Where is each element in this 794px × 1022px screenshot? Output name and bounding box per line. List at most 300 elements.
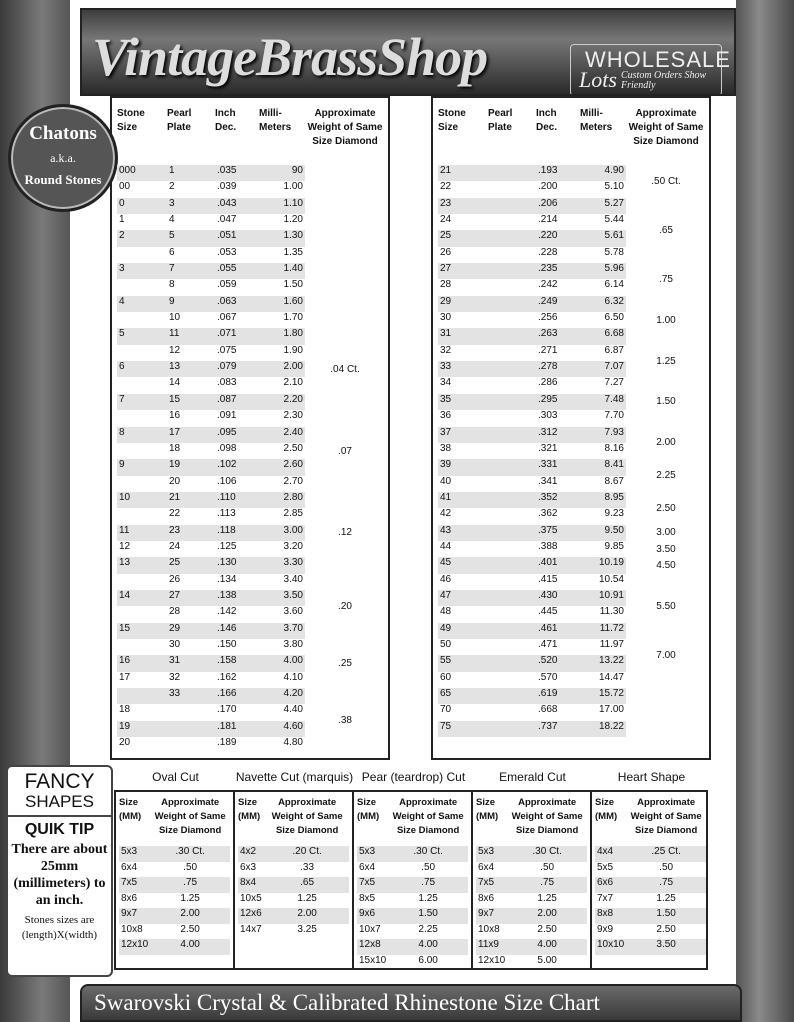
right-cell-inch: .737 (536, 721, 580, 737)
left-cell-pearl: 22 (169, 508, 181, 520)
left-cell-inch: .087 (215, 394, 259, 410)
table-row (238, 924, 349, 940)
table-row (438, 328, 706, 344)
right-cell-inch: .214 (538, 214, 558, 226)
left-cell-stone (117, 279, 167, 295)
left-cell-pearl: 5 (167, 230, 215, 246)
table-row (117, 672, 385, 688)
custom-orders-text: Custom Orders Show Friendly (621, 70, 707, 91)
right-cell-stone: 21 (438, 165, 488, 181)
table-row (595, 862, 706, 878)
right-cell-inch: .375 (536, 525, 580, 541)
table-row (438, 557, 706, 573)
right-weight-cell: 7.00 (626, 639, 706, 672)
shape-size-cell: 5x3 (476, 846, 507, 862)
left-cell-stone (117, 606, 167, 622)
left-cell-mm: 4.40 (283, 704, 303, 716)
table-row (117, 704, 385, 720)
left-cell-inch: .039 (217, 181, 237, 193)
right-weight-cell: 3.50 (626, 541, 706, 557)
table-row (438, 623, 706, 639)
right-cell-stone: 32 (440, 344, 452, 356)
right-weight-cell: .65 (626, 214, 706, 247)
shape-size-cell: 8x6 (121, 892, 138, 904)
right-cell-inch: .668 (538, 704, 558, 716)
shape-size-cell: 6x6 (595, 877, 626, 893)
right-cell-inch: .445 (538, 606, 558, 618)
right-cell-inch: .286 (538, 377, 558, 389)
table-row (117, 214, 385, 230)
right-weight-cell (626, 410, 706, 426)
table-row (117, 459, 385, 475)
shape-size-cell: 4x2 (238, 846, 265, 862)
left-cell-pearl: 21 (167, 492, 215, 508)
right-cell-mm: 5.44 (604, 214, 624, 226)
shape-weight-cell: 2.25 (418, 923, 438, 935)
right-cell-mm: 9.23 (604, 508, 624, 520)
shape-header-size: Size (MM) (119, 797, 142, 822)
left-cell-pearl: 18 (169, 442, 181, 454)
table-row (117, 655, 385, 671)
right-cell-inch: .619 (536, 688, 580, 704)
left-weight-cell (305, 247, 385, 263)
table-row (357, 939, 468, 955)
table-row (117, 427, 385, 443)
left-cell-stone: 11 (117, 525, 167, 541)
right-weight-cell: 2.00 (626, 427, 706, 460)
right-cell-pearl (488, 476, 536, 492)
table-row (117, 557, 385, 573)
table-row (117, 443, 385, 459)
right-cell-pearl (488, 361, 536, 377)
left-cell-mm: 1.20 (283, 214, 303, 226)
shape-column-divider (471, 790, 473, 970)
table-row (238, 846, 349, 862)
table-row (438, 410, 706, 426)
right-cell-mm: 6.50 (604, 312, 624, 324)
right-cell-mm: 5.61 (580, 230, 626, 246)
shape-weight-cell: 1.50 (626, 908, 706, 924)
right-cell-stone: 48 (440, 606, 452, 618)
right-cell-mm: 8.16 (604, 442, 624, 454)
left-cell-inch: .189 (217, 737, 237, 749)
shape-weight-cell: 1.50 (388, 908, 468, 924)
right-cell-inch: .242 (538, 279, 558, 291)
table-row (117, 394, 385, 410)
shape-weight-cell: 3.25 (297, 923, 317, 935)
left-cell-inch: .067 (217, 312, 237, 324)
table-row (119, 924, 230, 940)
left-cell-mm: 3.00 (259, 525, 305, 541)
shape-weight-cell: 1.25 (656, 892, 676, 904)
right-cell-mm: 5.27 (580, 198, 626, 214)
left-weight-cell (305, 557, 385, 573)
right-cell-inch: .271 (538, 344, 558, 356)
table-row (119, 939, 230, 955)
right-cell-mm: 9.50 (580, 525, 626, 541)
left-cell-pearl: 2 (169, 181, 175, 193)
right-cell-stone: 24 (440, 214, 452, 226)
right-cell-pearl (488, 230, 536, 246)
left-header-stone: Stone Size (117, 108, 145, 133)
left-weight-cell (305, 312, 385, 328)
table-row (476, 908, 587, 924)
right-cell-pearl (488, 377, 536, 393)
shape-size-cell: 9x9 (597, 923, 614, 935)
left-weight-cell (305, 198, 385, 214)
right-cell-mm: 6.14 (604, 279, 624, 291)
right-cell-inch: .352 (536, 492, 580, 508)
right-cell-pearl (488, 165, 536, 181)
chatons-badge (8, 104, 118, 212)
left-cell-inch: .102 (215, 459, 259, 475)
left-cell-mm: 1.90 (283, 344, 303, 356)
left-cell-pearl: 30 (169, 638, 181, 650)
right-header-mm: Milli-Meters (580, 108, 613, 133)
left-cell-inch: .181 (215, 721, 259, 737)
right-cell-mm: 17.00 (598, 704, 624, 716)
left-cell-inch: .055 (215, 263, 259, 279)
right-cell-stone: 43 (438, 525, 488, 541)
shape-weight-cell: 4.00 (150, 939, 230, 955)
left-cell-inch: .095 (215, 427, 259, 443)
shape-table-0 (119, 796, 230, 955)
left-cell-mm: 1.60 (259, 296, 305, 312)
table-row (238, 877, 349, 893)
left-cell-stone (117, 377, 167, 393)
right-cell-mm: 11.30 (599, 606, 624, 618)
shape-size-cell: 5x5 (597, 861, 614, 873)
left-cell-mm: 3.40 (283, 573, 303, 585)
right-cell-inch: .331 (536, 459, 580, 475)
right-header-stone: Stone Size (438, 108, 466, 133)
left-cell-pearl: 9 (167, 296, 215, 312)
table-row (117, 623, 385, 639)
left-weight-cell (305, 737, 385, 753)
left-cell-inch: .106 (217, 475, 237, 487)
left-cell-stone: 1 (119, 214, 125, 226)
shape-size-cell: 12x10 (119, 939, 150, 955)
right-cell-pearl (488, 721, 536, 737)
left-cell-pearl: 23 (167, 525, 215, 541)
left-cell-mm: 2.50 (283, 442, 303, 454)
table-row (357, 924, 468, 940)
left-weight-cell (305, 165, 385, 181)
left-cell-stone (117, 476, 167, 492)
left-weight-cell (305, 394, 385, 410)
right-weight-cell (626, 704, 706, 720)
right-cell-inch: .401 (536, 557, 580, 573)
left-cell-stone: 10 (117, 492, 167, 508)
left-cell-mm: 4.20 (259, 688, 305, 704)
left-weight-cell: .25 (305, 655, 385, 671)
left-cell-mm: 2.00 (259, 361, 305, 377)
right-weight-cell: 3.00 (626, 525, 706, 541)
round-stones-label: Round Stones (24, 172, 102, 187)
footer-banner (80, 984, 742, 1022)
right-cell-pearl (488, 672, 536, 688)
right-cell-stone: 50 (440, 638, 452, 650)
tip-divider (8, 815, 111, 817)
shape-weight-cell: .75 (626, 877, 706, 893)
left-weight-cell (305, 427, 385, 443)
right-cell-stone: 34 (440, 377, 452, 389)
left-cell-inch: .150 (217, 638, 237, 650)
left-header-weight: Approximate Weight of Same Size Diamond (307, 108, 383, 147)
right-weight-cell (626, 574, 706, 590)
table-row (438, 459, 706, 475)
table-row (117, 688, 385, 704)
shape-weight-cell: 1.25 (297, 892, 317, 904)
shape-weight-cell: .30 Ct. (507, 846, 587, 862)
left-cell-inch: .079 (215, 361, 259, 377)
shape-size-cell: 10x8 (121, 923, 143, 935)
left-cell-mm: 2.10 (283, 377, 303, 389)
left-cell-inch: .113 (217, 508, 236, 520)
right-weight-cell (626, 672, 706, 688)
chatons-table-right (438, 107, 706, 737)
table-row (438, 312, 706, 328)
right-weight-cell: 1.50 (626, 394, 706, 410)
left-cell-inch: .158 (215, 655, 259, 671)
fancy-label: FANCY (24, 770, 95, 793)
left-weight-cell (305, 508, 385, 524)
right-cell-mm: 8.41 (580, 459, 626, 475)
shape-header-size: Size (MM) (595, 797, 618, 822)
table-row (438, 198, 706, 214)
left-cell-inch: .130 (215, 557, 259, 573)
right-cell-inch: .321 (538, 442, 558, 454)
right-cell-pearl (488, 410, 536, 426)
right-cell-stone: 49 (438, 623, 488, 639)
left-cell-mm: 1.70 (283, 312, 303, 324)
table-row (438, 214, 706, 230)
table-row (357, 908, 468, 924)
right-weight-cell: 2.25 (626, 459, 706, 492)
shape-weight-cell: 1.25 (180, 892, 200, 904)
shape-weight-cell: 5.00 (537, 954, 557, 966)
table-row (117, 312, 385, 328)
table-row (119, 908, 230, 924)
left-cell-inch: .098 (217, 442, 237, 454)
left-cell-pearl: 14 (169, 377, 181, 389)
left-cell-pearl: 1 (167, 165, 215, 181)
left-weight-cell (305, 574, 385, 590)
left-cell-stone: 7 (117, 394, 167, 410)
right-cell-stone: 45 (438, 557, 488, 573)
right-cell-stone: 30 (440, 312, 452, 324)
right-cell-inch: .295 (536, 394, 580, 410)
shape-size-cell: 10x5 (240, 892, 262, 904)
left-cell-inch: .091 (217, 410, 237, 422)
left-cell-mm: 2.60 (259, 459, 305, 475)
shape-header-weight: Approximate Weight of Same Size Diamond (630, 797, 702, 836)
right-cell-pearl (488, 214, 536, 230)
left-cell-inch: .053 (217, 246, 237, 258)
right-weight-cell (626, 198, 706, 214)
shape-size-cell: 6x4 (478, 861, 495, 873)
left-cell-stone: 17 (119, 671, 131, 683)
shape-size-cell: 12x6 (238, 908, 265, 924)
left-cell-pearl: 7 (167, 263, 215, 279)
right-weight-cell: 1.25 (626, 345, 706, 378)
left-cell-mm: 3.30 (259, 557, 305, 573)
right-cell-mm: 18.22 (580, 721, 626, 737)
left-cell-mm: 1.00 (283, 181, 303, 193)
shape-table-1 (238, 796, 349, 939)
left-cell-pearl: 16 (169, 410, 181, 422)
shape-size-cell: 7x5 (357, 877, 388, 893)
left-cell-mm: 2.30 (283, 410, 303, 422)
shape-size-cell: 15x10 (359, 954, 387, 966)
table-row (476, 939, 587, 955)
right-weight-cell (626, 328, 706, 344)
right-cell-pearl (488, 328, 536, 344)
right-cell-pearl (488, 606, 536, 622)
fancy-shapes-tip-box (6, 765, 113, 977)
left-cell-stone: 4 (117, 296, 167, 312)
lots-text: Lots (579, 67, 617, 92)
left-cell-inch: .118 (215, 525, 259, 541)
right-cell-stone: 55 (438, 655, 488, 671)
right-cell-inch: .228 (538, 246, 558, 258)
table-row (595, 908, 706, 924)
left-cell-stone: 19 (117, 721, 167, 737)
table-row (438, 263, 706, 279)
shape-weight-cell: 2.50 (656, 923, 676, 935)
right-cell-mm: 8.67 (604, 475, 624, 487)
left-cell-inch: .059 (217, 279, 237, 291)
left-cell-pearl: 19 (167, 459, 215, 475)
shape-size-cell: 9x7 (476, 908, 507, 924)
shape-size-cell: 9x7 (119, 908, 150, 924)
right-cell-pearl (488, 296, 536, 312)
right-cell-mm: 5.10 (604, 181, 624, 193)
right-cell-stone: 40 (440, 475, 452, 487)
right-cell-pearl (488, 345, 536, 361)
left-cell-stone: 15 (117, 623, 167, 639)
left-cell-pearl: 26 (169, 573, 181, 585)
right-cell-inch: .303 (538, 410, 558, 422)
table-row (438, 574, 706, 590)
left-weight-cell (305, 623, 385, 639)
left-cell-inch: .138 (215, 590, 259, 606)
right-cell-pearl (488, 704, 536, 720)
left-weight-cell (305, 328, 385, 344)
shape-weight-cell: .75 (150, 877, 230, 893)
shape-weight-cell: .50 (659, 861, 674, 873)
tip-note: Stones sizes are (length)X(width) (21, 914, 98, 941)
right-cell-stone: 46 (440, 573, 452, 585)
shape-weight-cell: .33 (300, 861, 315, 873)
shape-table-4 (595, 796, 706, 955)
left-cell-pearl: 12 (169, 344, 181, 356)
table-row (117, 345, 385, 361)
left-weight-cell: .20 (305, 590, 385, 623)
left-cell-stone: 2 (117, 230, 167, 246)
left-cell-pearl: 15 (167, 394, 215, 410)
left-cell-inch: .142 (217, 606, 237, 618)
table-row (357, 846, 468, 862)
shape-weight-cell: .75 (388, 877, 468, 893)
right-header-weight: Approximate Weight of Same Size Diamond (628, 108, 704, 147)
table-row (438, 721, 706, 737)
left-cell-stone (117, 574, 167, 590)
table-row (438, 492, 706, 508)
right-weight-cell (626, 247, 706, 263)
left-cell-inch: .075 (217, 344, 237, 356)
right-cell-pearl (488, 574, 536, 590)
shape-title-2: Pear (teardrop) Cut (361, 770, 466, 784)
shape-weight-cell: 4.00 (388, 939, 468, 955)
left-cell-mm: 3.50 (259, 590, 305, 606)
shape-size-cell: 7x7 (597, 892, 614, 904)
left-cell-mm: 4.60 (259, 721, 305, 737)
left-weight-cell (305, 410, 385, 426)
left-cell-mm: 3.70 (259, 623, 305, 639)
right-cell-inch: .430 (536, 590, 580, 606)
shape-weight-cell: 2.50 (180, 923, 200, 935)
left-cell-mm: 2.80 (259, 492, 305, 508)
left-cell-pearl: 24 (169, 540, 181, 552)
left-cell-pearl (167, 737, 215, 753)
right-cell-inch: .278 (536, 361, 580, 377)
left-weight-cell: .07 (305, 443, 385, 459)
shape-size-cell: 12x8 (357, 939, 388, 955)
table-row (117, 296, 385, 312)
left-cell-stone (117, 639, 167, 655)
left-cell-pearl: 33 (167, 688, 215, 704)
shape-size-cell: 10x8 (478, 923, 500, 935)
shape-weight-cell: 3.50 (626, 939, 706, 955)
right-weight-cell: .50 Ct. (626, 165, 706, 198)
right-cell-stone: 27 (438, 263, 488, 279)
left-cell-inch: .170 (217, 704, 237, 716)
right-cell-inch: .235 (536, 263, 580, 279)
left-cell-stone: 000 (117, 165, 167, 181)
right-cell-stone: 75 (438, 721, 488, 737)
left-cell-inch: .063 (215, 296, 259, 312)
left-cell-inch: .110 (215, 492, 259, 508)
left-weight-cell (305, 263, 385, 279)
table-row (595, 924, 706, 940)
right-weight-cell (626, 377, 706, 393)
table-row (117, 737, 385, 753)
shape-header-size: Size (MM) (476, 797, 499, 822)
table-row (438, 427, 706, 443)
shape-size-cell: 7x5 (119, 877, 150, 893)
table-row (438, 541, 706, 557)
left-cell-pearl: 17 (167, 427, 215, 443)
left-cell-mm: 3.80 (283, 638, 303, 650)
right-cell-mm: 7.70 (604, 410, 624, 422)
shape-column-divider (590, 790, 592, 970)
left-weight-cell (305, 492, 385, 508)
chatons-label: Chatons (29, 123, 97, 144)
left-cell-stone (117, 345, 167, 361)
left-cell-stone: 12 (119, 540, 131, 552)
left-cell-pearl: 29 (167, 623, 215, 639)
right-cell-inch: .193 (536, 165, 580, 181)
right-cell-stone: 35 (438, 394, 488, 410)
header-banner (80, 8, 736, 96)
right-cell-mm: 9.85 (604, 540, 624, 552)
table-row (438, 704, 706, 720)
table-row (438, 377, 706, 393)
left-cell-pearl: 11 (167, 328, 215, 344)
table-row (238, 893, 349, 909)
chatons-table-left (117, 107, 385, 753)
